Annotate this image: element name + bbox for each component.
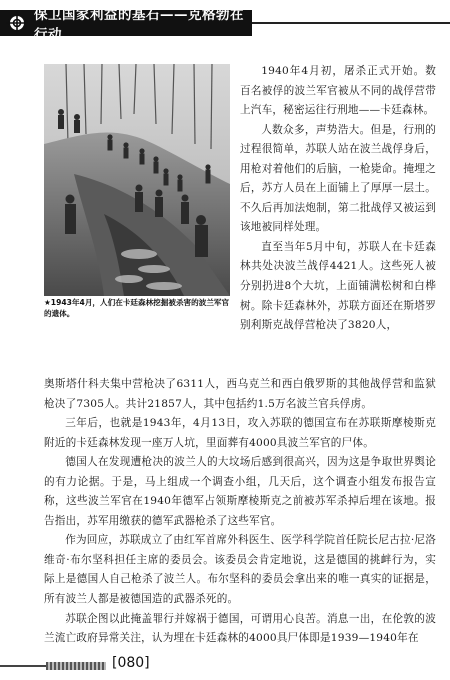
running-header-title: 保卫国家利益的基石——克格勃在行动 (0, 10, 252, 36)
paragraph: 直至当年5月中旬，苏联人在卡廷森林共处决波兰战俘4421人。这些死人被分别扔进8个大坑，上面铺满松树和白桦树。除卡廷森林外，苏联方面还在斯塔罗别利斯克战俘营枪决了3820人， (240, 240, 436, 332)
footer-rule (0, 665, 46, 667)
right-column (240, 62, 436, 336)
target-crosshair-icon (6, 12, 28, 34)
photo-caption: ★1943年4月，人们在卡廷森林挖掘被杀害的波兰军官的遗体。 (44, 298, 230, 318)
page-footer (0, 655, 450, 677)
paragraph: 人数众多，声势浩大。但是，行刑的过程很简单，苏联人站在波兰战俘身后，用枪对着他们的后脑，一枪毙命。掩埋之后，苏方人员在上面铺上了厚厚一层土。不久后再加法炮制，第二批战俘又被运到该地被同样处理。 (240, 123, 436, 234)
paragraph: 德国人在发现遭枪决的波兰人的大坟场后感到很高兴，因为这是争取世界舆论的有力论据。于是，马上组成一个调查小组，几天后，这个调查小组发布报告宣称，这些波兰军官在1940年德军占领斯摩棱斯克之前被苏军杀掉后埋在该地。报告指出，苏军用缴获的德军武器枪杀了这些军官。 (44, 456, 436, 527)
full-width-text (44, 375, 436, 649)
paragraph: 苏联企图以此掩盖罪行并嫁祸于德国，可谓用心良苦。消息一出，在伦敦的波兰流亡政府异常关注，认为埋在卡廷森林的4000具尸体即是1939—1940年在 (44, 612, 436, 645)
paragraph: 三年后，也就是1943年，4月13日，攻入苏联的德国宣布在苏联斯摩棱斯克附近的卡廷森林发现一座万人坑，里面葬有4000具波兰军官的尸体。 (44, 417, 436, 449)
footer-decoration (46, 662, 106, 670)
paragraph: 作为回应，苏联成立了由红军首席外科医生、医学科学院首任院长尼古拉·尼洛维奇·布尔坚科担任主席的委员会。该委员会肯定地说，这是德国的挑衅行为，实际上是德国人自己枪杀了波兰人。布尔坚科的委员会拿出来的唯一真实的证据是，所有波兰人都是被德国造的武器杀死的。 (44, 534, 436, 606)
page-number: [080] (112, 655, 150, 671)
excavation-photo (44, 64, 230, 296)
paragraph: 奥斯塔什科夫集中营枪决了6311人，西乌克兰和西白俄罗斯的其他战俘营和监狱枪决了7305人。共计21857人，其中包括约1.5万名波兰官兵俘虏。 (44, 378, 436, 410)
running-header (0, 0, 450, 50)
paragraph: 1940年4月初，屠杀正式开始。数百名被俘的波兰军官被从不同的战俘营带上汽车，秘密运往行刑地——卡廷森林。 (240, 65, 436, 117)
